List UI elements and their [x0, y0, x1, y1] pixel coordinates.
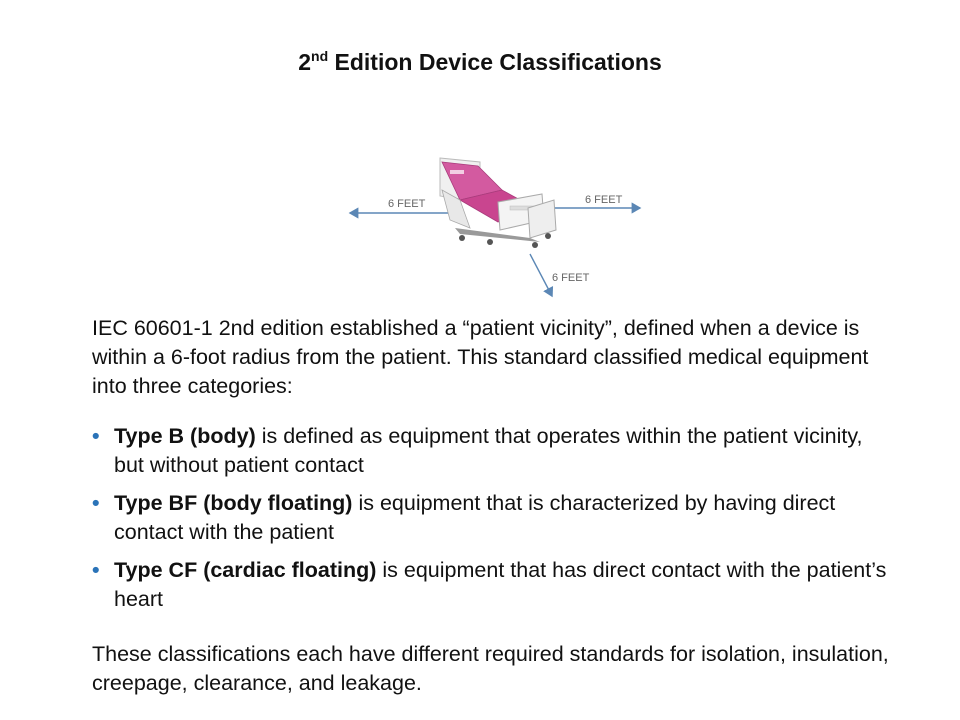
- type-b-label: Type B (body): [114, 424, 256, 448]
- list-item: [92, 556, 892, 614]
- list-item: [92, 422, 892, 480]
- left-distance-label: 6 FEET: [388, 198, 426, 210]
- type-cf-text: is equipment that has direct contact with the patient’s heart: [114, 558, 887, 611]
- right-distance-label: 6 FEET: [585, 194, 623, 206]
- bullet-icon: •: [92, 491, 100, 515]
- bed-diagram: [330, 150, 650, 300]
- list-item: [92, 489, 892, 547]
- bottom-arrow: [530, 254, 552, 296]
- bullet-icon: •: [92, 558, 100, 582]
- type-bf-label: Type BF (body floating): [114, 491, 353, 515]
- type-bf-text: is equipment that is characterized by having direct contact with the patient: [114, 491, 836, 544]
- slide-title: [0, 48, 960, 76]
- closing-paragraph: These classifications each have different required standards for isolation, insulation, creepage, clearance, and leakage.: [92, 642, 889, 695]
- hospital-bed-figure: [330, 150, 650, 300]
- type-cf-label: Type CF (cardiac floating): [114, 558, 377, 582]
- title-prefix: 2: [298, 49, 312, 75]
- title-superscript: nd: [311, 48, 329, 64]
- bullet-icon: •: [92, 424, 100, 448]
- classification-list: [92, 422, 892, 623]
- title-rest: Edition Device Classifications: [328, 49, 662, 75]
- type-b-text: is defined as equipment that operates within the patient vicinity, but without patient contact: [114, 424, 863, 477]
- bottom-distance-label: 6 FEET: [552, 272, 590, 284]
- hospital-bed-icon: [440, 158, 556, 248]
- intro-paragraph: IEC 60601-1 2nd edition established a “patient vicinity”, defined when a device is within a 6-foot radius from the patient. This standard classified medical equipment into three categories:: [92, 316, 869, 398]
